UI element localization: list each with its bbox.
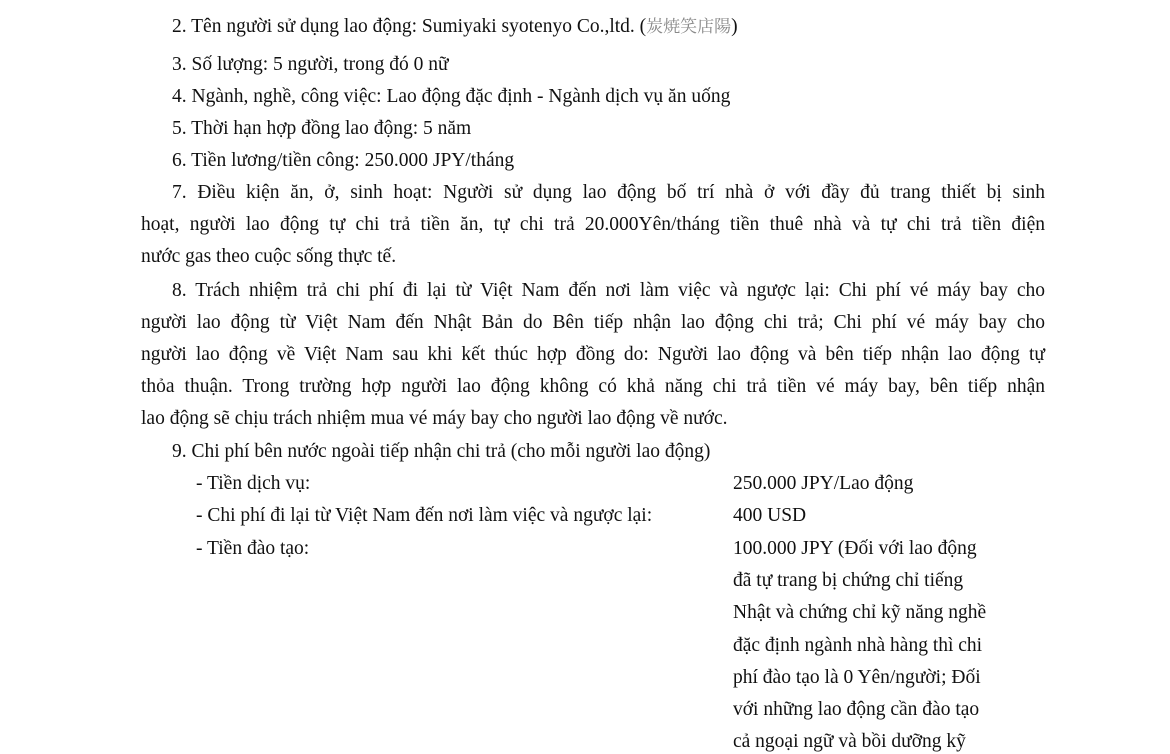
training-note-line: phí đào tạo là 0 Yên/người; Đối <box>733 667 981 688</box>
item-travel-line1 <box>172 279 1045 303</box>
item-industry: 4. Ngành, nghề, công việc: Lao động đặc định - Ngành dịch vụ ăn uống <box>172 86 731 107</box>
item-living-conditions-line3: nước gas theo cuộc sống thực tế. <box>141 246 397 267</box>
item-contract-term: 5. Thời hạn hợp đồng lao động: 5 năm <box>172 118 472 139</box>
employer-name-text: 2. Tên người sử dụng lao động: Sumiyaki syotenyo Co.,ltd. ( <box>172 16 647 37</box>
employer-name-close: ) <box>731 16 738 37</box>
item-travel-line5: lao động sẽ chịu trách nhiệm mua vé máy bay cho người lao động về nước. <box>141 408 728 429</box>
travel-text-3: người lao động về Việt Nam sau khi kết thúc hợp đồng do: Người lao động và bên tiếp nhận lao động tự <box>141 344 1045 365</box>
fee-label-training: - Tiền đào tạo: <box>196 538 310 559</box>
item-travel-line2 <box>141 311 1045 335</box>
item-living-conditions-line1 <box>172 181 1045 205</box>
training-note-line: Nhật và chứng chỉ kỹ năng nghề <box>733 602 987 623</box>
item-quantity: 3. Số lượng: 5 người, trong đó 0 nữ <box>172 54 449 75</box>
living-conditions-text-1: 7. Điều kiện ăn, ở, sinh hoạt: Người sử dụng lao động bố trí nhà ở với đầy đủ trang thiết bị sinh <box>172 182 1045 203</box>
item-salary: 6. Tiền lương/tiền công: 250.000 JPY/tháng <box>172 150 515 171</box>
item-foreign-costs-heading: 9. Chi phí bên nước ngoài tiếp nhận chi trả (cho mỗi người lao động) <box>172 441 711 462</box>
training-note-line: cả ngoại ngữ và bồi dưỡng kỹ <box>733 731 966 752</box>
fee-value-travel: 400 USD <box>733 505 807 526</box>
training-note-line: đặc định ngành nhà hàng thì chi <box>733 635 983 656</box>
item-employer-name <box>172 15 738 39</box>
item-living-conditions-line2 <box>141 213 1045 237</box>
travel-text-4: thỏa thuận. Trong trường hợp người lao động không có khả năng chi trả tiền vé máy bay, bên tiếp nhận <box>141 376 1045 397</box>
fee-value-training: 100.000 JPY (Đối với lao động <box>733 538 977 559</box>
item-travel-line4 <box>141 375 1045 399</box>
travel-text-1: 8. Trách nhiệm trả chi phí đi lại từ Việt Nam đến nơi làm việc và ngược lại: Chi phí vé máy bay cho <box>172 280 1045 301</box>
living-conditions-text-2: hoạt, người lao động tự chi trả tiền ăn, tự chi trả 20.000Yên/tháng tiền thuê nhà và tự chi trả tiền điện <box>141 214 1045 235</box>
item-travel-line3 <box>141 343 1045 367</box>
travel-text-2: người lao động từ Việt Nam đến Nhật Bản do Bên tiếp nhận lao động chi trả; Chi phí vé máy bay cho <box>141 312 1045 333</box>
employer-japanese-name: 炭焼笑店陽 <box>646 17 732 37</box>
fee-label-travel: - Chi phí đi lại từ Việt Nam đến nơi làm việc và ngược lại: <box>196 505 653 526</box>
fee-label-service: - Tiền dịch vụ: <box>196 473 311 494</box>
fee-value-service: 250.000 JPY/Lao động <box>733 473 914 494</box>
training-note-line: đã tự trang bị chứng chỉ tiếng <box>733 570 964 591</box>
training-note-line: với những lao động cần đào tạo <box>733 699 980 720</box>
